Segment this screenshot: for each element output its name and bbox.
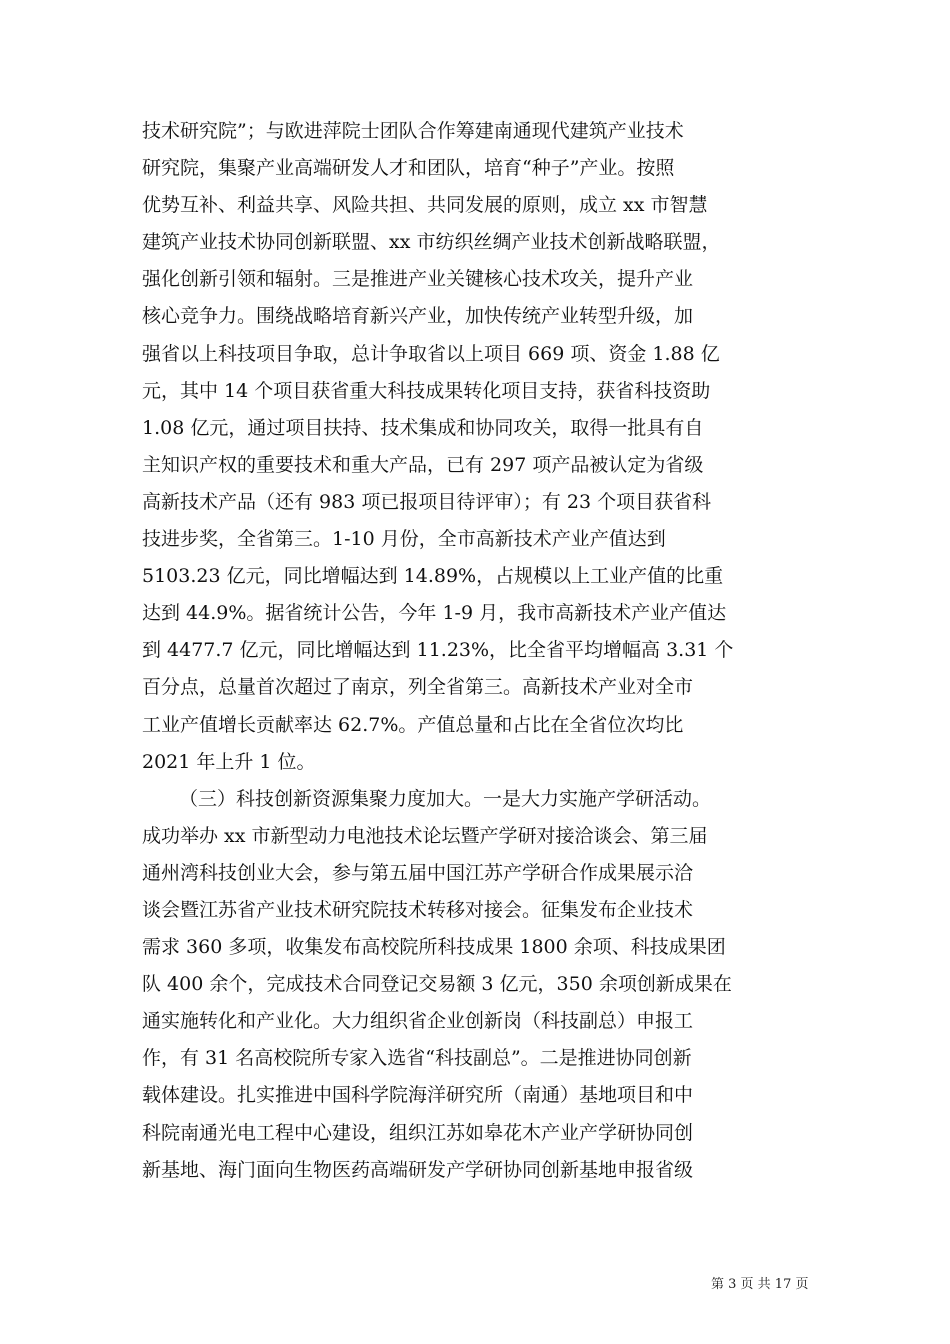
text-line: 队 400 余个，完成技术合同登记交易额 3 亿元，350 余项创新成果在: [142, 973, 732, 996]
text-line: 科院南通光电工程中心建设，组织江苏如皋花木产业产学研协同创: [142, 1121, 694, 1144]
text-line: 2021 年上升 1 位。: [142, 750, 316, 773]
text-line: 技术研究院”；与欧进萍院士团队合作筹建南通现代建筑产业技术: [142, 120, 684, 142]
text-line: 强化创新引领和辐射。三是推进产业关键核心技术攻关，提升产业: [142, 268, 694, 291]
section-heading-line: （三）科技创新资源集聚力度加大。一是大力实施产学研活动。: [179, 787, 712, 810]
text-line: 到 4477.7 亿元，同比增幅达到 11.23%，比全省平均增幅高 3.31 个: [142, 639, 734, 662]
text-line: 通州湾科技创业大会，参与第五届中国江苏产学研合作成果展示洽: [142, 861, 694, 884]
text-line: 工业产值增长贡献率达 62.7%。产值总量和占比在全省位次均比: [142, 713, 684, 736]
text-line: 百分点，总量首次超过了南京，列全省第三。高新技术产业对全市: [142, 676, 694, 699]
text-line: 技进步奖，全省第三。1-10 月份，全市高新技术产业产值达到: [142, 528, 666, 551]
text-line: 强省以上科技项目争取，总计争取省以上项目 669 项、资金 1.88 亿: [142, 342, 720, 365]
text-line: 载体建设。扎实推进中国科学院海洋研究所（南通）基地项目和中: [142, 1084, 694, 1107]
text-line: 5103.23 亿元，同比增幅达到 14.89%，占规模以上工业产值的比重: [142, 565, 724, 588]
page-footer: 第 3 页 共 17 页: [711, 1277, 809, 1292]
text-line: 成功举办 xx 市新型动力电池技术论坛暨产学研对接洽谈会、第三届: [142, 824, 708, 847]
text-line: 核心竞争力。围绕战略培育新兴产业，加快传统产业转型升级，加: [142, 305, 694, 328]
text-line: 主知识产权的重要技术和重大产品，已有 297 项产品被认定为省级: [142, 453, 704, 476]
text-line: 需求 360 多项，收集发布高校院所科技成果 1800 余项、科技成果团: [142, 936, 726, 959]
text-line: 高新技术产品（还有 983 项已报项目待评审）；有 23 个项目获省科: [142, 490, 712, 513]
text-line: 研究院，集聚产业高端研发人才和团队，培育“种子”产业。按照: [142, 157, 675, 180]
text-line: 谈会暨江苏省产业技术研究院技术转移对接会。征集发布企业技术: [142, 898, 694, 921]
text-line: 新基地、海门面向生物医药高端研发产学研协同创新基地申报省级: [142, 1158, 694, 1181]
text-line: 1.08 亿元，通过项目扶持、技术集成和协同攻关，取得一批具有自: [142, 416, 704, 439]
text-line: 通实施转化和产业化。大力组织省企业创新岗（科技副总）申报工: [142, 1010, 694, 1033]
text-line: 达到 44.9%。据省统计公告，今年 1-9 月，我市高新技术产业产值达: [142, 602, 727, 625]
text-line: 建筑产业技术协同创新联盟、xx 市纺织丝绸产业技术创新战略联盟，: [142, 231, 721, 254]
body-text: [142, 113, 814, 1189]
text-line: 优势互补、利益共享、风险共担、共同发展的原则，成立 xx 市智慧: [142, 194, 708, 217]
text-line: 元，其中 14 个项目获省重大科技成果转化项目支持，获省科技资助: [142, 379, 711, 402]
text-line: 作，有 31 名高校院所专家入选省“科技副总”。二是推进协同创新: [142, 1047, 692, 1070]
